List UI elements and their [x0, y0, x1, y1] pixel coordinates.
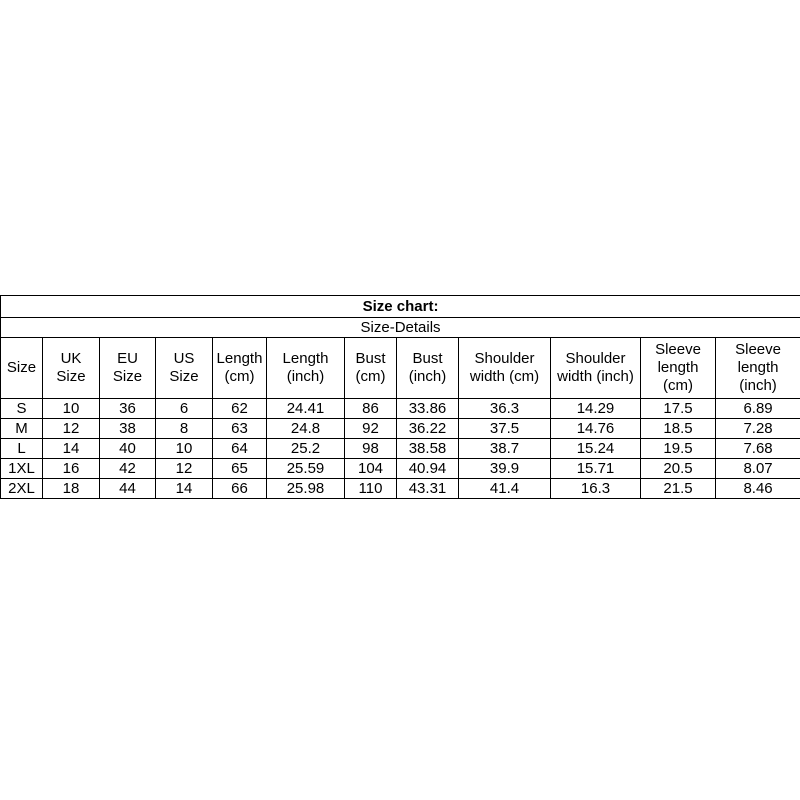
column-header-line: Size [112, 368, 143, 385]
table-row [1, 399, 800, 419]
table-cell: 20.5 [641, 459, 716, 479]
table-cell: 15.71 [551, 459, 641, 479]
table-cell: 24.41 [267, 399, 345, 419]
column-header-line: Size [6, 359, 37, 376]
table-cell: 8 [156, 419, 213, 439]
table-cell: 10 [156, 439, 213, 459]
size-label-cell: L [1, 439, 43, 459]
table-cell: 110 [345, 479, 397, 499]
chart-subtitle: Size-Details [1, 318, 800, 338]
table-cell: 36.22 [397, 419, 459, 439]
subtitle-row [1, 318, 800, 338]
column-header-line: Length [216, 350, 263, 367]
column-header-line: (cm) [355, 368, 386, 385]
column-header-line: (inch) [408, 368, 447, 385]
table-cell: 44 [100, 479, 156, 499]
column-header-line: Size [169, 368, 199, 385]
column-header-line: (inch) [286, 368, 325, 385]
column-header-line: (inch) [739, 377, 777, 394]
table-cell: 17.5 [641, 399, 716, 419]
column-header-line: (cm) [663, 377, 693, 394]
table-row [1, 459, 800, 479]
column-header-line: Size [56, 368, 86, 385]
column-header-line: Sleeve [655, 341, 701, 358]
column-header [100, 338, 156, 399]
column-header [551, 338, 641, 399]
column-header [1, 338, 43, 399]
column-header-line: US [173, 350, 195, 367]
column-header-line: Length [282, 350, 329, 367]
column-header-line: Sleeve [735, 341, 781, 358]
title-row [1, 296, 800, 318]
table-cell: 36.3 [459, 399, 551, 419]
size-label-cell: S [1, 399, 43, 419]
table-cell: 40.94 [397, 459, 459, 479]
column-header [641, 338, 716, 399]
table-cell: 25.98 [267, 479, 345, 499]
table-cell: 104 [345, 459, 397, 479]
table-cell: 8.07 [716, 459, 800, 479]
size-label-cell: 2XL [1, 479, 43, 499]
column-header-line: Bust [412, 350, 443, 367]
column-header-line: Bust [355, 350, 386, 367]
table-cell: 63 [213, 419, 267, 439]
table-row [1, 479, 800, 499]
column-header [397, 338, 459, 399]
table-cell: 6.89 [716, 399, 800, 419]
table-cell: 16 [43, 459, 100, 479]
table-cell: 14.29 [551, 399, 641, 419]
table-cell: 25.2 [267, 439, 345, 459]
table-cell: 18.5 [641, 419, 716, 439]
table-cell: 25.59 [267, 459, 345, 479]
table-cell: 39.9 [459, 459, 551, 479]
column-header-line: width (cm) [469, 368, 540, 385]
table-cell: 98 [345, 439, 397, 459]
table-cell: 19.5 [641, 439, 716, 459]
column-header-line: length [657, 359, 699, 376]
table-cell: 40 [100, 439, 156, 459]
table-cell: 24.8 [267, 419, 345, 439]
size-chart-table [0, 295, 800, 499]
column-header [345, 338, 397, 399]
size-label-cell: M [1, 419, 43, 439]
table-cell: 41.4 [459, 479, 551, 499]
table-cell: 7.68 [716, 439, 800, 459]
table-cell: 14 [156, 479, 213, 499]
table-cell: 16.3 [551, 479, 641, 499]
table-cell: 18 [43, 479, 100, 499]
table-cell: 15.24 [551, 439, 641, 459]
table-row [1, 439, 800, 459]
table-row [1, 419, 800, 439]
column-header-line: width (inch) [557, 368, 634, 385]
column-header [716, 338, 800, 399]
header-row [1, 338, 800, 399]
table-cell: 6 [156, 399, 213, 419]
column-header [213, 338, 267, 399]
table-cell: 43.31 [397, 479, 459, 499]
column-header-line: EU [117, 350, 138, 367]
table-cell: 38 [100, 419, 156, 439]
column-header-line: Shoulder [565, 350, 626, 367]
table-cell: 86 [345, 399, 397, 419]
table-cell: 37.5 [459, 419, 551, 439]
table-cell: 64 [213, 439, 267, 459]
column-header [459, 338, 551, 399]
column-header-line: UK [60, 350, 82, 367]
table-cell: 62 [213, 399, 267, 419]
column-header [156, 338, 213, 399]
column-header-line: length [737, 359, 779, 376]
column-header-line: (cm) [224, 368, 255, 385]
table-cell: 8.46 [716, 479, 800, 499]
table-cell: 38.58 [397, 439, 459, 459]
table-cell: 10 [43, 399, 100, 419]
table-cell: 42 [100, 459, 156, 479]
size-label-cell: 1XL [1, 459, 43, 479]
table-cell: 65 [213, 459, 267, 479]
column-header [267, 338, 345, 399]
table-cell: 12 [43, 419, 100, 439]
table-cell: 14.76 [551, 419, 641, 439]
column-header-line: Shoulder [474, 350, 535, 367]
table-cell: 21.5 [641, 479, 716, 499]
table-cell: 7.28 [716, 419, 800, 439]
column-header [43, 338, 100, 399]
table-cell: 14 [43, 439, 100, 459]
table-cell: 36 [100, 399, 156, 419]
chart-title: Size chart: [1, 296, 800, 318]
table-cell: 38.7 [459, 439, 551, 459]
table-cell: 92 [345, 419, 397, 439]
table-cell: 33.86 [397, 399, 459, 419]
table-cell: 12 [156, 459, 213, 479]
table-cell: 66 [213, 479, 267, 499]
